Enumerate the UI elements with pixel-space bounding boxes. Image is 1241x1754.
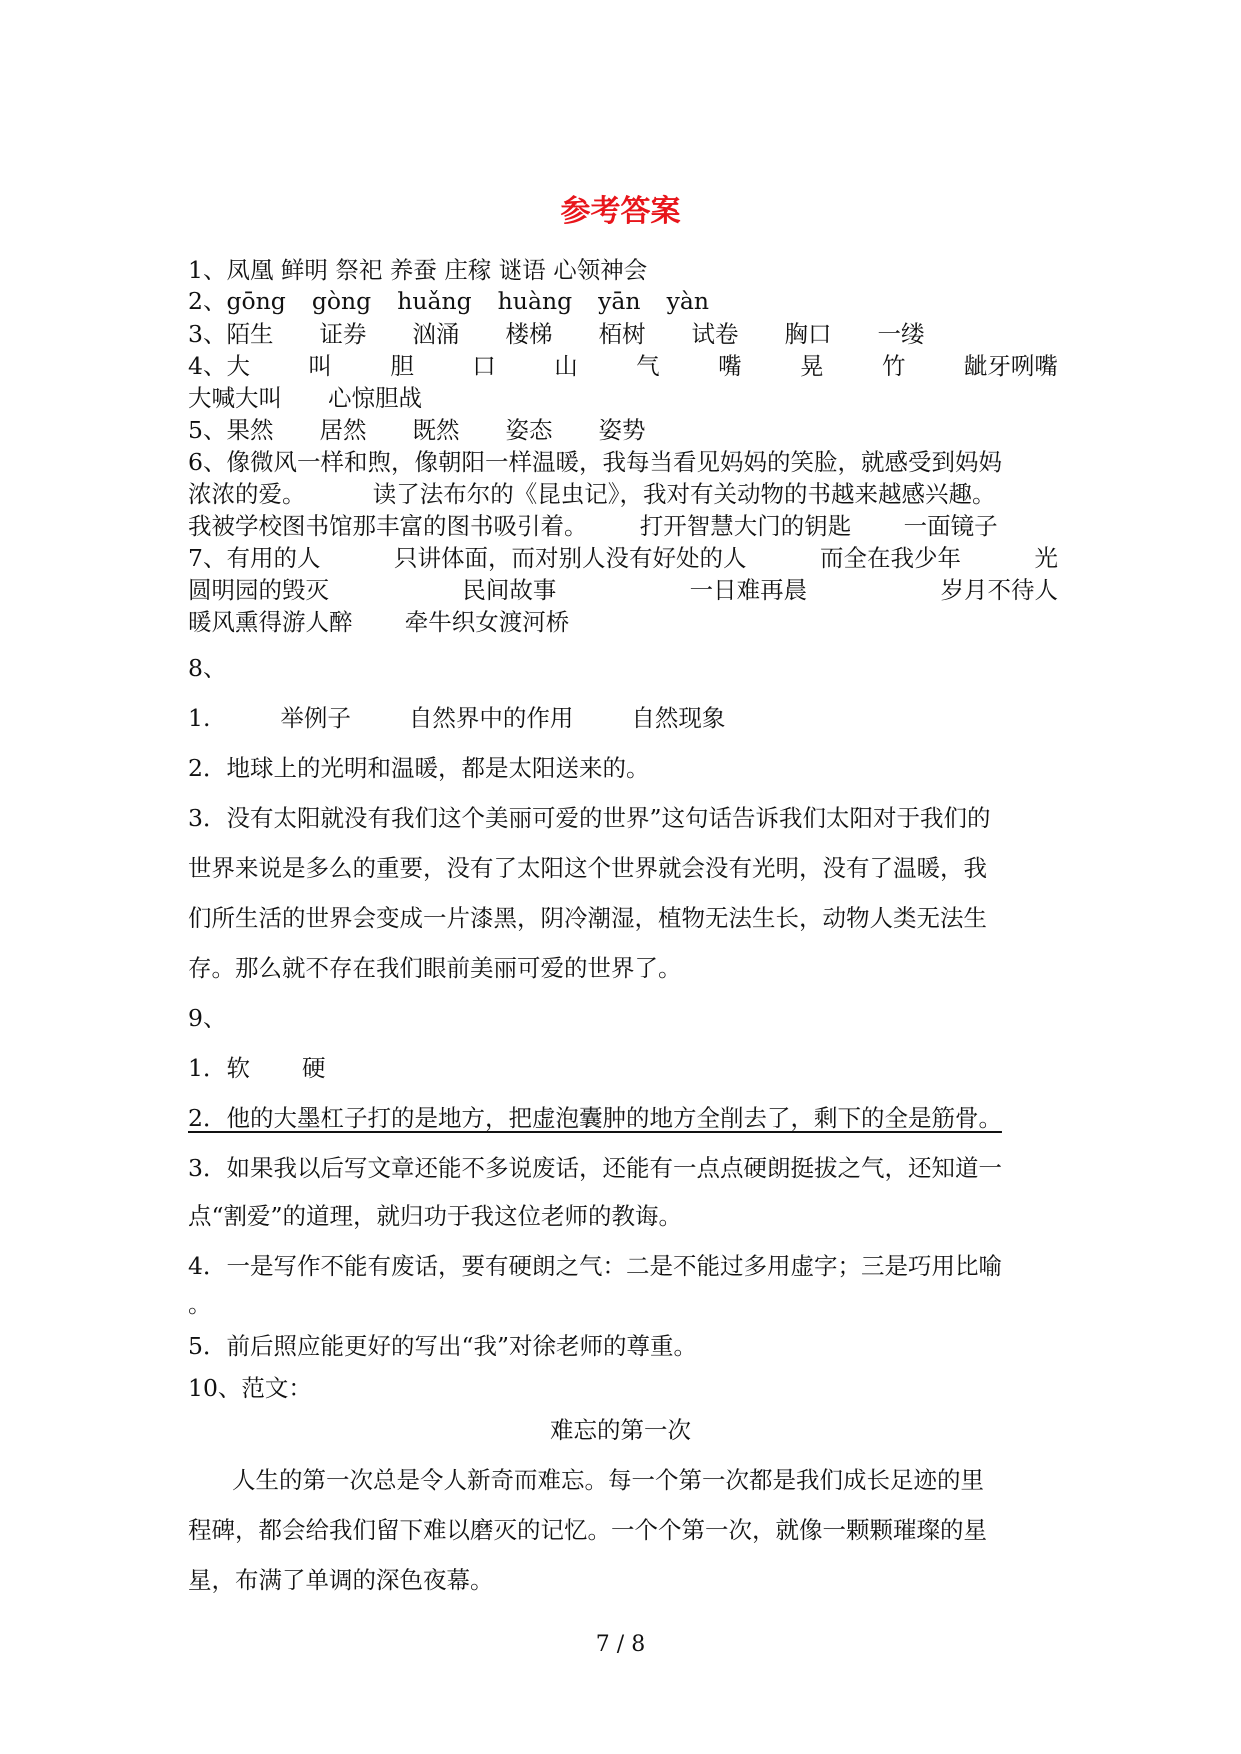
answer-7-item: 一日难再晨 xyxy=(689,576,808,604)
essay-line: 星，布满了单调的深色夜幕。 xyxy=(188,1566,494,1594)
answer-2-item: yān xyxy=(598,287,641,315)
answer-3-item: 胸口 xyxy=(784,320,832,348)
answer-8-1-item: 自然现象 xyxy=(631,704,726,732)
answer-9-3-line: 点“割爱”的道理，就归功于我这位老师的教诲。 xyxy=(188,1202,683,1230)
answer-8-1-item: 自然界中的作用 xyxy=(408,704,574,732)
answer-9-1-item: 硬 xyxy=(301,1054,326,1082)
answer-7-line xyxy=(188,574,1058,606)
answer-3-item: 汹涌 xyxy=(412,320,460,348)
answer-4-item: 口 xyxy=(472,352,496,380)
answer-3-item: 栢树 xyxy=(598,320,646,348)
answer-9-heading: 9、 xyxy=(188,1004,227,1032)
answer-5-item: 既然 xyxy=(412,416,460,444)
answer-2-item: 2、gōng xyxy=(188,287,286,315)
answer-7-line xyxy=(188,542,1058,574)
page-number: 7 / 8 xyxy=(595,1632,646,1657)
answer-4-item: 龇牙咧嘴 xyxy=(963,352,1058,380)
answer-10-heading: 10、范文： xyxy=(188,1374,312,1402)
answer-7-line: 暖风熏得游人醉 牵牛织女渡河桥 xyxy=(188,608,570,636)
answer-6-line: 我被学校图书馆那丰富的图书吸引着。 打开智慧大门的钥匙 一面镜子 xyxy=(188,512,998,540)
answer-4-item: 心惊胆战 xyxy=(328,384,422,412)
answer-8-3-line: 世界来说是多么的重要，没有了太阳这个世界就会没有光明，没有了温暖，我 xyxy=(188,854,987,882)
answer-9-2-underlined: 2．他的大墨杠子打的是地方，把虚泡囊肿的地方全削去了，剩下的全是筋骨。 xyxy=(188,1104,1002,1132)
answer-4 xyxy=(188,350,1058,382)
answer-3-item: 楼梯 xyxy=(505,320,553,348)
answer-4-item: 嘴 xyxy=(718,352,742,380)
answer-4-item: 气 xyxy=(636,352,660,380)
answer-7-item: 7、有用的人 xyxy=(188,544,321,572)
answer-8-heading: 8、 xyxy=(188,654,227,682)
answer-3-item: 一缕 xyxy=(877,320,925,348)
answer-5 xyxy=(188,414,1058,446)
answer-3-item: 3、陌生 xyxy=(188,320,274,348)
answer-9-4-line: 。 xyxy=(188,1290,212,1318)
page-title: 参考答案 xyxy=(560,194,681,229)
answer-6-line: 6、像微风一样和煦，像朝阳一样温暖，我每当看见妈妈的笑脸，就感受到妈妈 xyxy=(188,448,1002,476)
essay-line: 程碑，都会给我们留下难以磨灭的记忆。一个个第一次，就像一颗颗璀璨的星 xyxy=(188,1516,987,1544)
answer-9-4-line: 4．一是写作不能有废话，要有硬朗之气：二是不能过多用虚字；三是巧用比喻 xyxy=(188,1252,1002,1280)
answer-8-3-line: 存。那么就不存在我们眼前美丽可爱的世界了。 xyxy=(188,954,682,982)
answer-7-item: 圆明园的毁灭 xyxy=(188,576,329,604)
answer-3-item: 试卷 xyxy=(691,320,739,348)
answer-6-line: 浓浓的爱。 读了法布尔的《昆虫记》，我对有关动物的书越来越感兴趣。 xyxy=(188,480,996,508)
answer-5-item: 居然 xyxy=(319,416,367,444)
essay-title: 难忘的第一次 xyxy=(550,1416,691,1444)
essay-line: 人生的第一次总是令人新奇而难忘。每一个第一次都是我们成长足迹的里 xyxy=(232,1466,984,1494)
answer-7-item: 而全在我少年 xyxy=(819,544,961,572)
answer-8-3-line: 们所生活的世界会变成一片漆黑，阴冷潮湿，植物无法生长，动物人类无法生 xyxy=(188,904,987,932)
answer-7-item: 只讲体面，而对别人没有好处的人 xyxy=(393,544,747,572)
answer-4-continued xyxy=(188,382,1058,414)
answer-7-item: 民间故事 xyxy=(462,576,557,604)
answer-4-item: 4、大 xyxy=(188,352,250,380)
answer-5-item: 5、果然 xyxy=(188,416,274,444)
answer-4-item: 竹 xyxy=(881,352,906,380)
answer-7-item: 岁月不待人 xyxy=(940,576,1058,604)
answer-8-3-line: 3．没有太阳就没有我们这个美丽可爱的世界”这句话告诉我们太阳对于我们的 xyxy=(188,804,991,832)
answer-3 xyxy=(188,318,1058,350)
answer-2-item: huàng xyxy=(497,287,573,315)
answer-2 xyxy=(188,285,1058,317)
answer-3-item: 证券 xyxy=(319,320,367,348)
answer-4-item: 大喊大叫 xyxy=(188,384,282,412)
answer-2-item: yàn xyxy=(666,287,709,315)
answer-8-1 xyxy=(188,702,1058,734)
answer-8-1-item: 举例子 xyxy=(280,704,351,732)
answer-9-5: 5．前后照应能更好的写出“我”对徐老师的尊重。 xyxy=(188,1332,697,1360)
answer-2-item: gòng xyxy=(311,287,372,315)
answer-4-item: 山 xyxy=(554,352,578,380)
answer-5-item: 姿态 xyxy=(505,416,553,444)
answer-5-item: 姿势 xyxy=(598,416,646,444)
answer-9-1-item: 1．软 xyxy=(188,1054,250,1082)
answer-1: 1、凤凰 鲜明 祭祀 养蚕 庄稼 谜语 心领神会 xyxy=(188,256,648,284)
answer-4-item: 晃 xyxy=(800,352,824,380)
answer-7-item: 光 xyxy=(1034,544,1058,572)
answer-9-2 xyxy=(188,1102,1058,1134)
answer-4-item: 胆 xyxy=(390,352,414,380)
answer-9-1 xyxy=(188,1052,1058,1084)
answer-2-item: huǎng xyxy=(397,287,472,315)
answer-8-1-item: 1. xyxy=(188,704,211,732)
answer-9-3-line: 3．如果我以后写文章还能不多说废话，还能有一点点硬朗挺拔之气，还知道一 xyxy=(188,1154,1002,1182)
answer-8-2: 2．地球上的光明和温暖，都是太阳送来的。 xyxy=(188,754,650,782)
answer-4-item: 叫 xyxy=(308,352,332,380)
